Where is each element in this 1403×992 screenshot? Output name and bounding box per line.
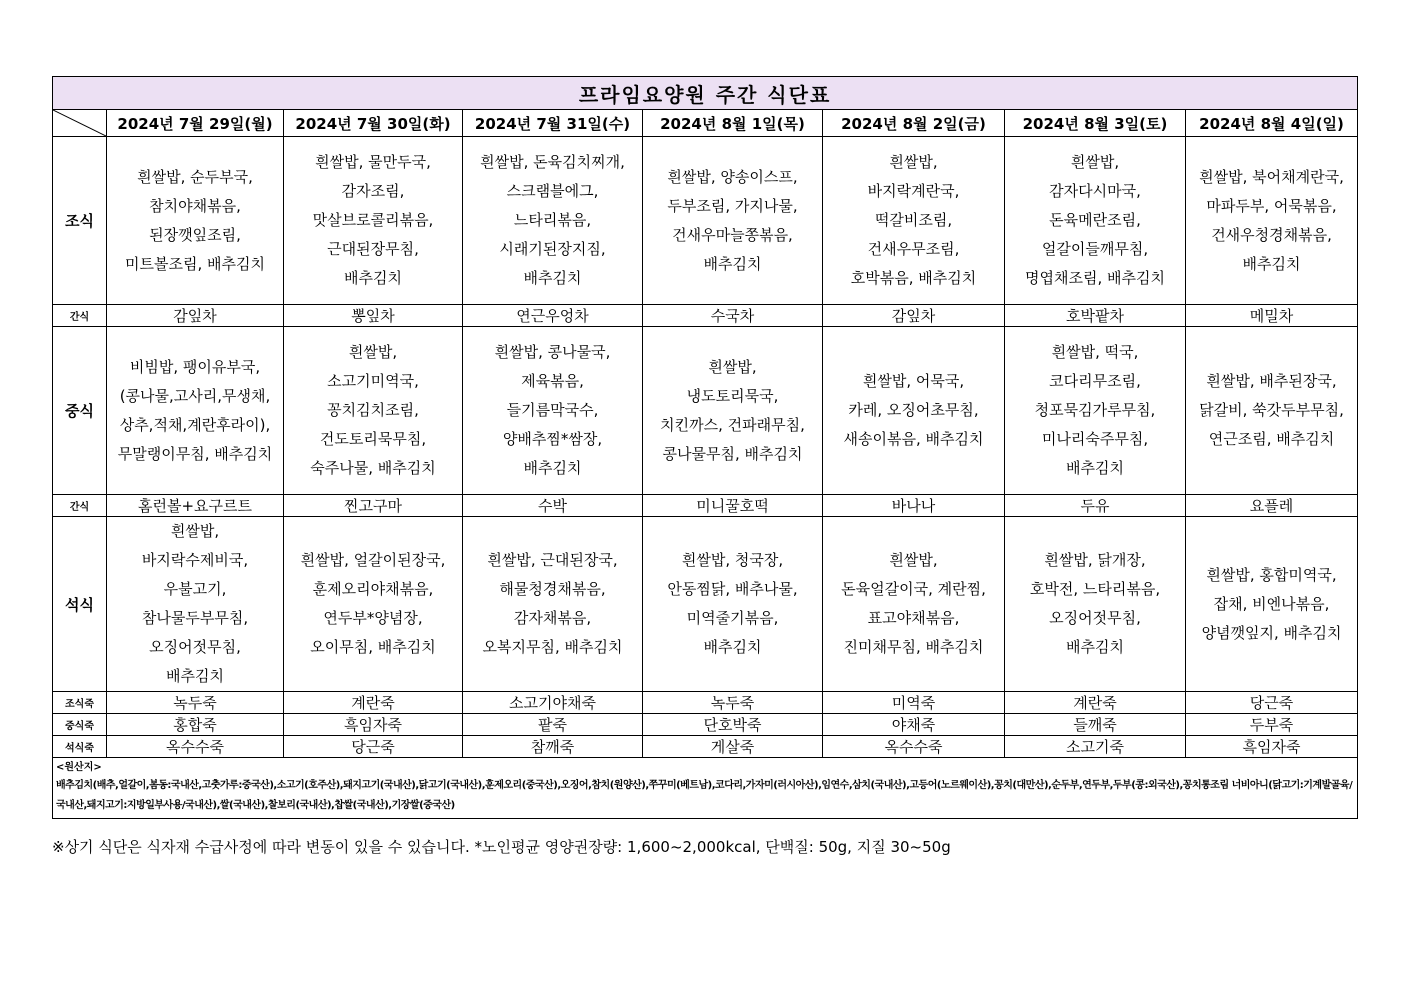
menu-item-line: 참치야채볶음, xyxy=(149,196,241,215)
menu-cell xyxy=(643,327,823,495)
menu-item-line: 배추김치 xyxy=(523,459,582,477)
menu-item-line: 배추김치 xyxy=(523,269,582,287)
menu-cell: 녹두죽 xyxy=(107,692,284,714)
menu-cell xyxy=(1005,137,1186,305)
day-header: 2024년 8월 4일(일) xyxy=(1186,110,1358,137)
menu-cell: 호박팥차 xyxy=(1005,305,1186,327)
menu-cell xyxy=(643,137,823,305)
menu-item-line: 제육볶음, xyxy=(521,372,584,390)
menu-item-line: 배추김치 xyxy=(1066,638,1124,656)
menu-cell xyxy=(284,137,463,305)
menu-item-line: 감자채볶음, xyxy=(513,609,592,627)
menu-item-line: 배추김치 xyxy=(1066,459,1124,477)
menu-cell: 미역죽 xyxy=(823,692,1005,714)
menu-item-line: 새송이볶음, 배추김치 xyxy=(843,430,984,448)
menu-cell xyxy=(1005,517,1186,692)
menu-cell: 계란죽 xyxy=(284,692,463,714)
menu-cell: 미니꿀호떡 xyxy=(643,495,823,517)
menu-item-line: 흰쌀밥, 닭개장, xyxy=(1044,551,1146,569)
menu-item-line: 흰쌀밥, 어묵국, xyxy=(862,372,965,390)
menu-item-line: 흰쌀밥, xyxy=(889,551,938,569)
menu-item-line: 건도토리묵무침, xyxy=(319,430,427,448)
menu-cell: 소고기야채죽 xyxy=(463,692,643,714)
menu-item-line: 들기름막국수, xyxy=(506,401,599,419)
menu-cell xyxy=(463,137,643,305)
day-header: 2024년 8월 2일(금) xyxy=(823,110,1005,137)
menu-item-line: 흰쌀밥, 떡국, xyxy=(1051,343,1139,361)
menu-item-line: 오복지무침, 배추김치 xyxy=(482,638,623,656)
menu-cell: 두부죽 xyxy=(1186,714,1358,736)
menu-item-line: 연두부*양념장, xyxy=(323,609,423,627)
row-label-snack2: 간식 xyxy=(53,495,107,517)
menu-item-line: 오징어젓무침, xyxy=(1049,609,1141,627)
menu-cell: 야채죽 xyxy=(823,714,1005,736)
menu-item-line: 흰쌀밥, 양송이스프, xyxy=(667,167,798,186)
day-header: 2024년 8월 3일(토) xyxy=(1005,110,1186,137)
menu-item-line: 맛살브로콜리볶음, xyxy=(312,211,434,229)
menu-item-line: 오징어젓무침, xyxy=(149,638,241,656)
menu-item-line: 해물청경채볶음, xyxy=(499,580,606,598)
menu-item-line: 청포묵김가루무침, xyxy=(1034,401,1156,419)
menu-item-line: 호박전, 느타리볶음, xyxy=(1029,580,1161,598)
menu-item-line: 배추김치 xyxy=(166,667,224,685)
menu-item-line: 흰쌀밥, 홍합미역국, xyxy=(1206,565,1337,584)
row-label-porridge-l: 중식죽 xyxy=(53,714,107,736)
menu-item-line: 얼갈이들깨무침, xyxy=(1041,240,1149,258)
row-label-porridge-b: 조식죽 xyxy=(53,692,107,714)
menu-item-line: 명엽채조림, 배추김치 xyxy=(1025,269,1165,287)
menu-item-line: 오이무침, 배추김치 xyxy=(310,638,436,656)
menu-item-line: 참나물두부무침, xyxy=(141,609,249,627)
menu-item-line: 소고기미역국, xyxy=(327,372,419,390)
menu-item-line: 바지락계란국, xyxy=(867,182,960,200)
menu-cell: 홍합죽 xyxy=(107,714,284,736)
menu-cell: 감잎차 xyxy=(107,305,284,327)
menu-item-line: 코다리무조림, xyxy=(1049,372,1141,390)
menu-cell: 녹두죽 xyxy=(643,692,823,714)
menu-cell: 두유 xyxy=(1005,495,1186,517)
menu-cell: 홈런볼+요구르트 xyxy=(107,495,284,517)
menu-cell xyxy=(463,327,643,495)
menu-cell xyxy=(284,327,463,495)
diagonal-line-icon xyxy=(53,110,106,136)
menu-cell xyxy=(1005,327,1186,495)
menu-item-line: (콩나물,고사리,무생채, xyxy=(119,386,271,405)
menu-item-line: 닭갈비, 쑥갓두부무침, xyxy=(1199,401,1344,419)
origin-text: 배추김치(배추,얼갈이,봄동:국내산,고춧가루:중국산),소고기(호주산),돼지고기(국내산),닭고기(국내산),훈제오리(중국산),오징어,참치(원양산),쭈꾸미(베트남),코다리,가자미(러시아산),임연수,삼치(국내산),고등어(노르웨이산),꽁치(대만산),순두부,연두부,두부(콩:외국산),꽁치통조림 너비아니(닭고기:기계발골육/국내산,돼지고기:지방일부사용/국내산),쌀(국내산),찰보리(국내산),찹쌀(국내산),기장쌀(중국산) xyxy=(56,780,1353,811)
menu-item-line: 카레, 오징어초무침, xyxy=(848,401,979,419)
menu-item-line: 흰쌀밥, 배추된장국, xyxy=(1206,372,1337,390)
row-label-snack1: 간식 xyxy=(53,305,107,327)
menu-cell: 메밀차 xyxy=(1186,305,1358,327)
menu-item-line: 흰쌀밥, xyxy=(708,357,757,376)
row-label-dinner: 석식 xyxy=(53,517,107,692)
menu-item-line: 미트볼조림, 배추김치 xyxy=(125,254,265,273)
row-label-lunch: 중식 xyxy=(53,327,107,495)
menu-cell xyxy=(463,517,643,692)
menu-cell: 수국차 xyxy=(643,305,823,327)
menu-item-line: 건새우마늘쫑볶음, xyxy=(672,225,793,244)
menu-item-line: 호박볶음, 배추김치 xyxy=(850,269,977,287)
menu-item-line: 양배추찜*쌈장, xyxy=(502,430,603,448)
menu-item-line: 미역줄기볶음, xyxy=(686,609,779,627)
menu-item-line: 잡채, 비엔나볶음, xyxy=(1213,594,1330,613)
corner-diagonal-cell xyxy=(53,110,107,137)
menu-cell: 감잎차 xyxy=(823,305,1005,327)
menu-cell: 팥죽 xyxy=(463,714,643,736)
menu-item-line: 배추김치 xyxy=(1242,254,1301,273)
menu-item-line: 미나리숙주무침, xyxy=(1041,430,1149,448)
menu-item-line: 흰쌀밥, 근대된장국, xyxy=(487,551,618,569)
menu-item-line: 우불고기, xyxy=(163,580,227,598)
menu-item-line: 감자다시마국, xyxy=(1049,182,1141,200)
menu-item-line: 흰쌀밥, 돈육김치찌개, xyxy=(480,153,625,171)
menu-item-line: 흰쌀밥, xyxy=(348,343,398,361)
menu-cell: 연근우엉차 xyxy=(463,305,643,327)
menu-item-line: 표고야채볶음, xyxy=(867,609,960,627)
row-label-breakfast: 조식 xyxy=(53,137,107,305)
menu-cell: 바나나 xyxy=(823,495,1005,517)
menu-item-line: 치킨까스, 건파래무침, xyxy=(660,415,805,434)
menu-item-line: 근대된장무침, xyxy=(327,240,419,258)
menu-item-line: 흰쌀밥, 얼갈이된장국, xyxy=(300,551,446,569)
menu-cell: 요플레 xyxy=(1186,495,1358,517)
menu-item-line: 흰쌀밥, 물만두국, xyxy=(315,153,431,171)
menu-item-line: 흰쌀밥, 청국장, xyxy=(681,551,784,569)
menu-item-line: 안동찜닭, 배추나물, xyxy=(667,580,798,598)
menu-cell xyxy=(284,517,463,692)
menu-item-line: 연근조림, 배추김치 xyxy=(1208,430,1335,448)
menu-cell: 게살죽 xyxy=(643,736,823,758)
day-header: 2024년 7월 29일(월) xyxy=(107,110,284,137)
origin-title: <원산지> xyxy=(56,762,102,773)
menu-cell: 수박 xyxy=(463,495,643,517)
menu-item-line: 숙주나물, 배추김치 xyxy=(310,459,436,477)
menu-item-line: 배추김치 xyxy=(344,269,402,287)
menu-cell xyxy=(823,517,1005,692)
menu-item-line: 마파두부, 어묵볶음, xyxy=(1206,196,1337,215)
menu-item-line: 상추,적채,계란후라이), xyxy=(119,415,271,434)
menu-cell xyxy=(107,137,284,305)
menu-cell: 계란죽 xyxy=(1005,692,1186,714)
menu-item-line: 건새우청경채볶음, xyxy=(1211,225,1332,244)
menu-cell: 옥수수죽 xyxy=(823,736,1005,758)
origin-info-cell xyxy=(53,758,1358,819)
menu-item-line: 비빔밥, 팽이유부국, xyxy=(129,357,261,376)
menu-item-line: 시래기된장지짐, xyxy=(499,240,606,258)
day-header: 2024년 8월 1일(목) xyxy=(643,110,823,137)
menu-cell: 들깨죽 xyxy=(1005,714,1186,736)
menu-item-line: 바지락수제비국, xyxy=(141,551,249,569)
menu-item-line: 흰쌀밥, xyxy=(889,153,938,171)
menu-item-line: 꽁치김치조림, xyxy=(327,401,419,419)
menu-item-line: 느타리볶음, xyxy=(513,211,592,229)
menu-item-line: 흰쌀밥, 북어채계란국, xyxy=(1199,167,1344,186)
menu-item-line: 돈육얼갈이국, 계란찜, xyxy=(841,580,986,598)
menu-item-line: 된장깻잎조림, xyxy=(149,225,241,244)
menu-item-line: 흰쌀밥, xyxy=(1070,153,1120,171)
menu-cell: 당근죽 xyxy=(284,736,463,758)
menu-item-line: 흰쌀밥, xyxy=(170,522,220,540)
menu-cell: 뽕잎차 xyxy=(284,305,463,327)
menu-cell: 찐고구마 xyxy=(284,495,463,517)
menu-item-line: 배추김치 xyxy=(703,254,762,273)
row-label-porridge-d: 석식죽 xyxy=(53,736,107,758)
menu-cell xyxy=(107,517,284,692)
menu-cell xyxy=(643,517,823,692)
menu-item-line: 배추김치 xyxy=(703,638,762,656)
menu-cell xyxy=(823,327,1005,495)
menu-item-line: 흰쌀밥, 순두부국, xyxy=(137,167,253,186)
menu-item-line: 무말랭이무침, 배추김치 xyxy=(117,444,273,463)
menu-cell xyxy=(107,327,284,495)
menu-item-line: 훈제오리야채볶음, xyxy=(312,580,434,598)
menu-item-line: 떡갈비조림, xyxy=(874,211,953,229)
menu-cell: 흑임자죽 xyxy=(284,714,463,736)
menu-cell xyxy=(1186,327,1358,495)
menu-item-line: 감자조림, xyxy=(341,182,405,200)
menu-item-line: 흰쌀밥, 콩나물국, xyxy=(494,343,611,361)
menu-item-line: 진미채무침, 배추김치 xyxy=(843,638,984,656)
menu-cell: 옥수수죽 xyxy=(107,736,284,758)
menu-cell: 단호박죽 xyxy=(643,714,823,736)
menu-cell xyxy=(823,137,1005,305)
menu-item-line: 양념깻잎지, 배추김치 xyxy=(1201,623,1342,642)
menu-item-line: 콩나물무침, 배추김치 xyxy=(662,444,803,463)
weekly-menu-table xyxy=(52,76,1358,819)
menu-cell: 참깨죽 xyxy=(463,736,643,758)
menu-item-line: 돈육메란조림, xyxy=(1049,211,1141,229)
menu-cell: 소고기죽 xyxy=(1005,736,1186,758)
menu-cell: 흑임자죽 xyxy=(1186,736,1358,758)
day-header: 2024년 7월 30일(화) xyxy=(284,110,463,137)
menu-item-line: 냉도토리묵국, xyxy=(686,386,779,405)
menu-cell: 당근죽 xyxy=(1186,692,1358,714)
footnote: ※상기 식단은 식자재 수급사정에 따라 변동이 있을 수 있습니다. *노인평균 영양권장량: 1,600~2,000kcal, 단백질: 50g, 지질 30~50g xyxy=(52,838,951,856)
menu-title: 프라임요양원 주간 식단표 xyxy=(53,77,1358,110)
menu-cell xyxy=(1186,137,1358,305)
day-header: 2024년 7월 31일(수) xyxy=(463,110,643,137)
menu-item-line: 두부조림, 가지나물, xyxy=(667,196,798,215)
menu-item-line: 건새우무조림, xyxy=(867,240,960,258)
menu-cell xyxy=(1186,517,1358,692)
menu-item-line: 스크램블에그, xyxy=(506,182,599,200)
